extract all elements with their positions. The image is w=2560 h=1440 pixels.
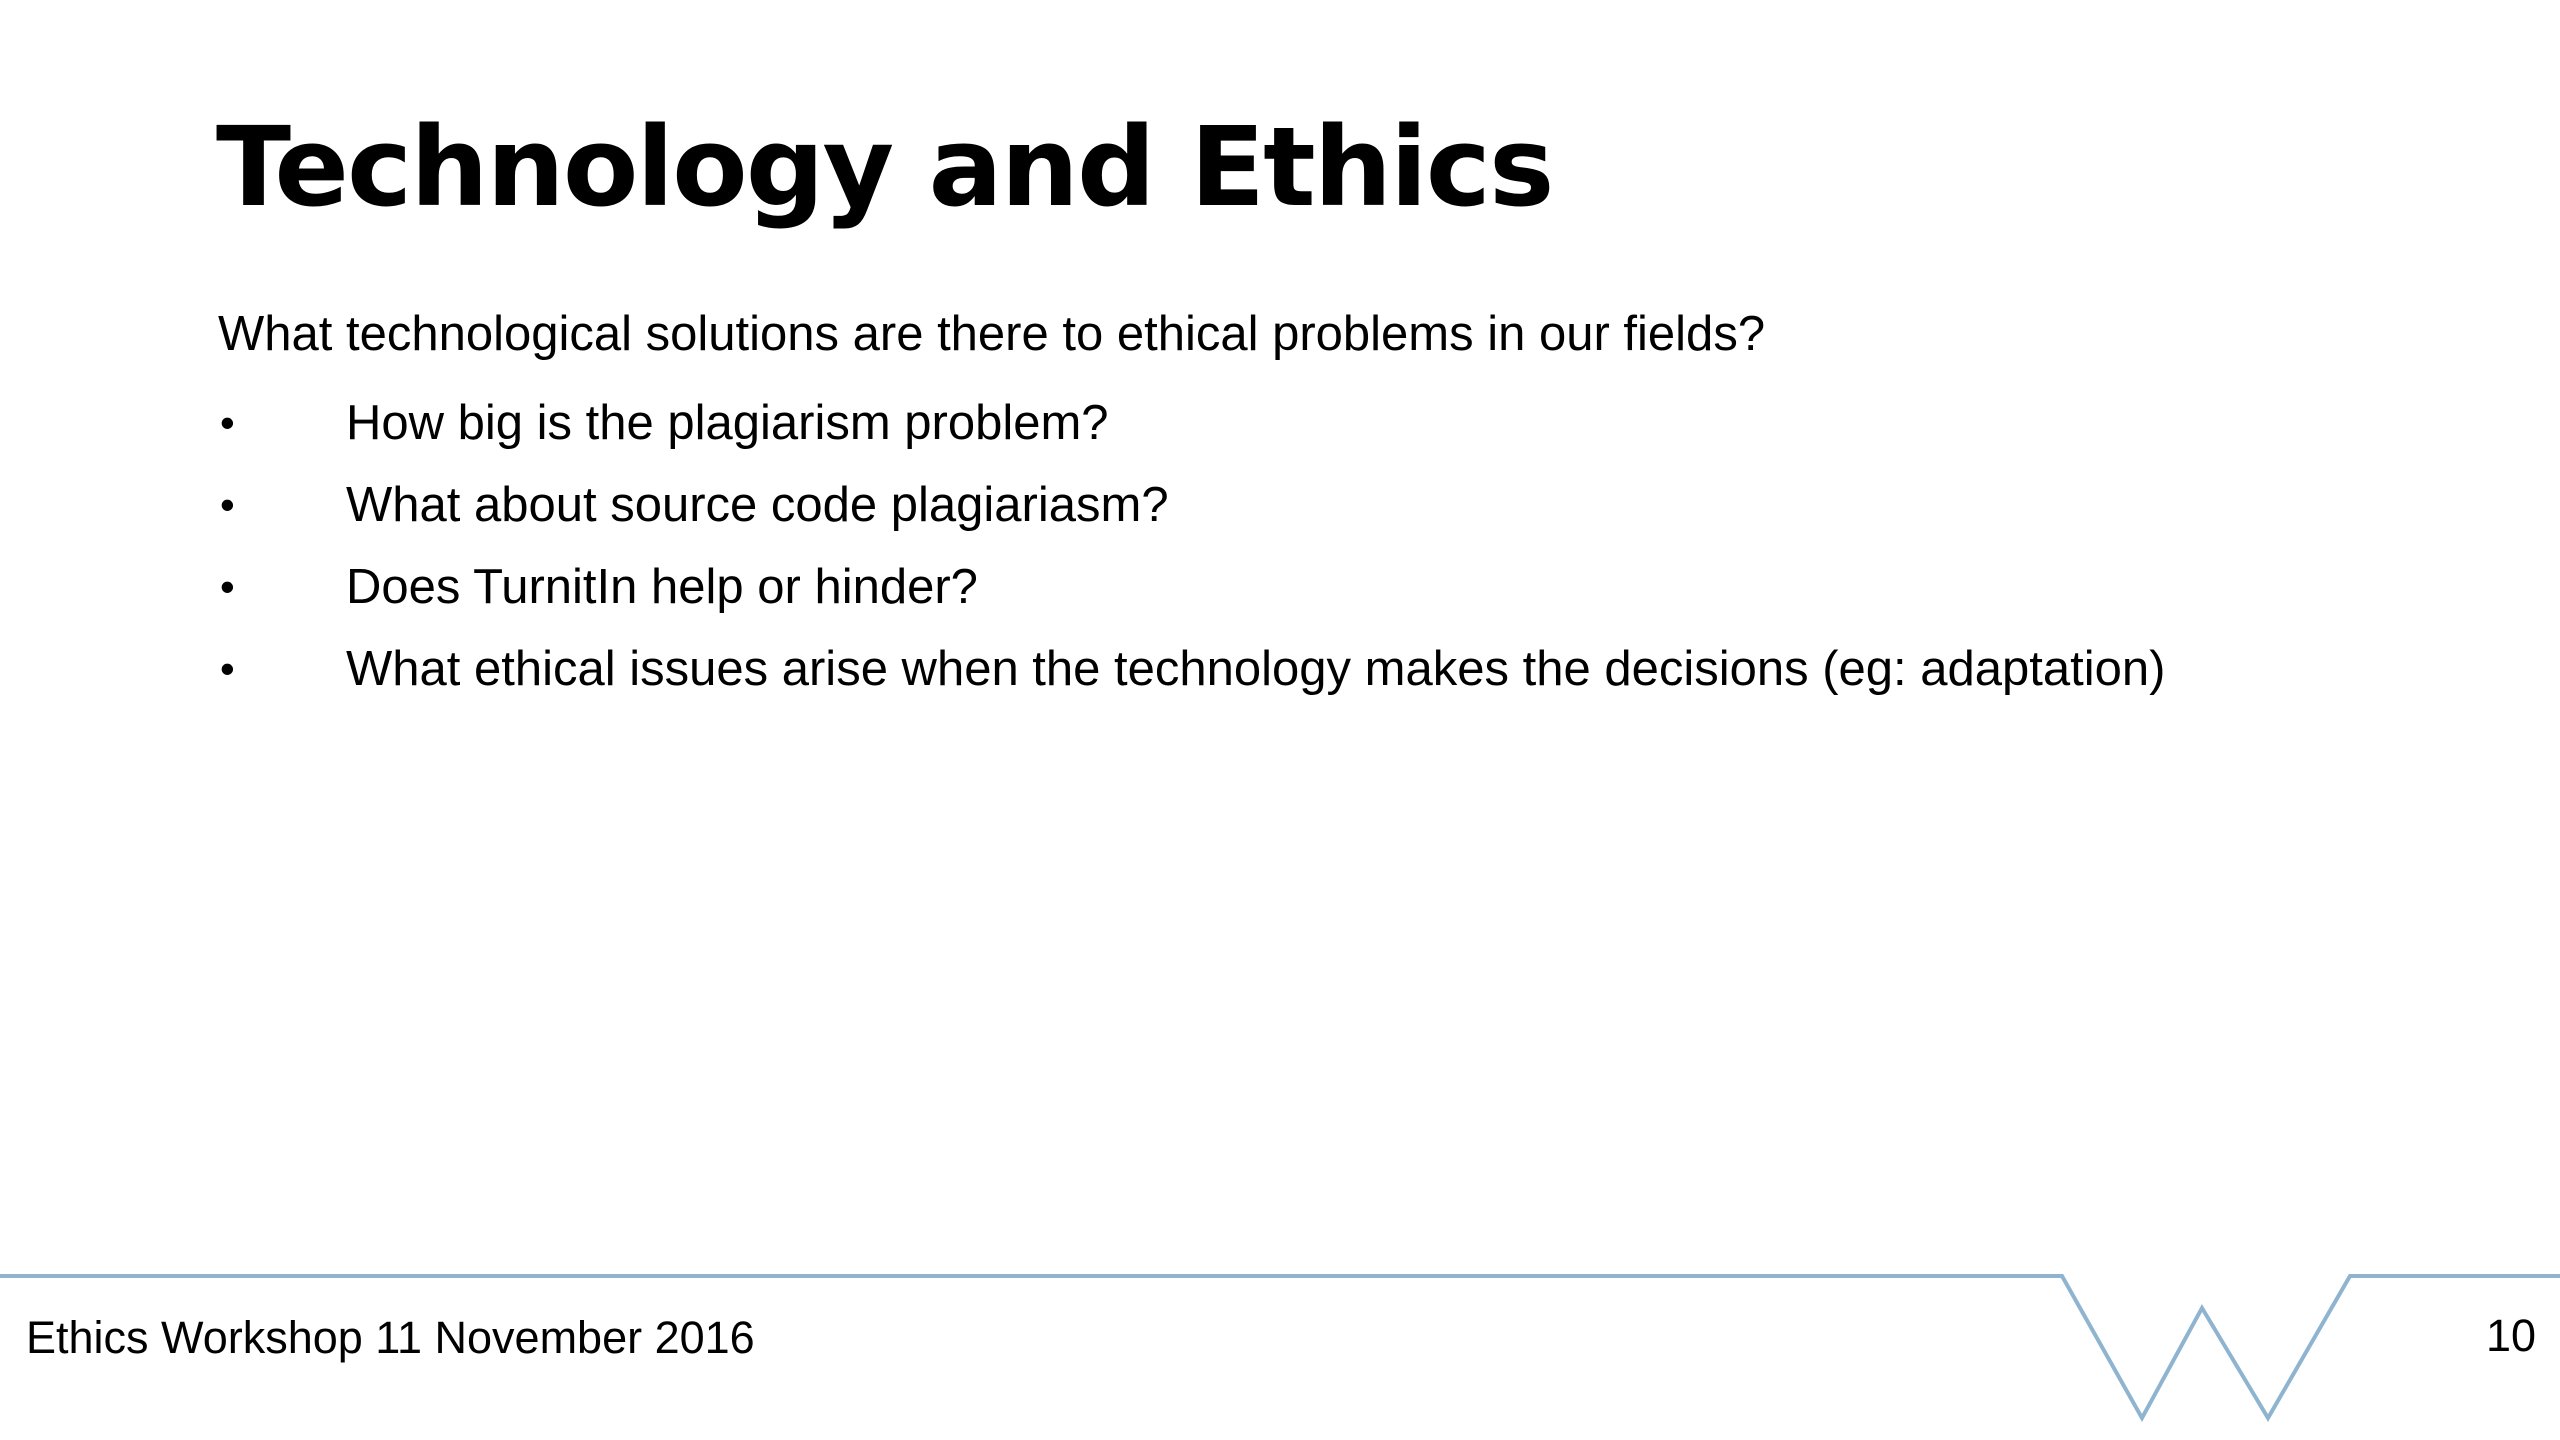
bullet-item <box>218 382 2418 464</box>
bullet-text: What ethical issues arise when the technology makes the decisions (eg: adaptation) <box>346 642 2166 696</box>
bullet-text: What about source code plagiariasm? <box>346 478 1169 532</box>
bullet-item <box>218 628 2418 710</box>
page-number: 10 <box>2485 1310 2536 1361</box>
bullet-item <box>218 546 2418 628</box>
bullet-text: How big is the plagiarism problem? <box>346 396 1109 450</box>
bullet-icon: • <box>220 563 235 610</box>
bullet-icon: • <box>220 481 235 528</box>
slide-title: Technology and Ethics <box>216 103 1553 231</box>
bullet-icon: • <box>220 645 235 692</box>
lead-question: What technological solutions are there to ethical problems in our fields? <box>218 307 1766 361</box>
slide-content <box>218 300 2418 710</box>
bullet-list <box>218 382 2418 710</box>
bullet-icon: • <box>220 399 235 446</box>
bullet-text: Does TurnitIn help or hinder? <box>346 560 978 614</box>
footer-text: Ethics Workshop 11 November 2016 <box>26 1312 755 1363</box>
bullet-item <box>218 464 2418 546</box>
